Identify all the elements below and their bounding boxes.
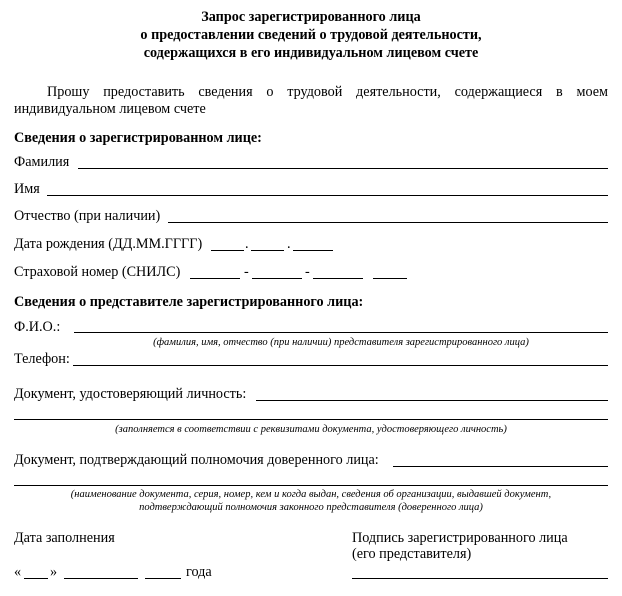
signature-field[interactable]: [352, 578, 608, 579]
snils-separator: -: [305, 264, 310, 280]
phone-field[interactable]: [73, 365, 608, 366]
patronymic-field[interactable]: [168, 222, 608, 223]
fio-field[interactable]: [74, 332, 608, 333]
fill-date-label: Дата заполнения: [14, 530, 115, 546]
birthdate-month-field[interactable]: [251, 250, 284, 251]
snils-part-2-field[interactable]: [252, 278, 302, 279]
phone-label: Телефон:: [14, 351, 70, 367]
authority-document-hint-line-2: подтверждающий полномочия законного представителя (доверенного лица): [139, 502, 483, 513]
form-title-line-3: содержащихся в его индивидуальном лицевом счете: [143, 45, 479, 61]
date-quote-close: »: [50, 564, 58, 580]
surname-label: Фамилия: [14, 154, 70, 170]
snils-label: Страховой номер (СНИЛС): [14, 264, 181, 280]
authority-document-hint-line-1: (наименование документа, серия, номер, кем и когда выдан, сведения об организации, выдавшей документ,: [70, 489, 552, 500]
snils-separator: -: [244, 264, 249, 280]
year-word: года: [186, 564, 212, 580]
representative-section-heading: Сведения о представителе зарегистрированного лица:: [14, 294, 364, 310]
authority-document-field-continued[interactable]: [14, 485, 608, 486]
id-document-field-continued[interactable]: [14, 419, 608, 420]
name-label: Имя: [14, 181, 40, 197]
patronymic-label: Отчество (при наличии): [14, 208, 161, 224]
authority-document-field[interactable]: [393, 466, 608, 467]
fill-year-field[interactable]: [145, 578, 181, 579]
name-field[interactable]: [47, 195, 608, 196]
signature-label-line-2: (его представителя): [352, 546, 472, 562]
birthdate-day-field[interactable]: [211, 250, 244, 251]
fio-hint: (фамилия, имя, отчество (при наличии) представителя зарегистрированного лица): [153, 337, 529, 348]
id-document-hint: (заполняется в соответствии с реквизитами документа, удостоверяющего личность): [115, 424, 507, 435]
person-section-heading: Сведения о зарегистрированном лице:: [14, 130, 262, 146]
birthdate-separator: .: [245, 236, 249, 252]
snils-control-field[interactable]: [373, 278, 407, 279]
birthdate-year-field[interactable]: [293, 250, 333, 251]
date-quote-open: «: [14, 564, 22, 580]
birthdate-separator: .: [287, 236, 291, 252]
intro-line-2: индивидуальном лицевом счете: [14, 101, 206, 117]
fio-label: Ф.И.О.:: [14, 319, 61, 335]
form-title-line-1: Запрос зарегистрированного лица: [201, 9, 421, 25]
snils-part-3-field[interactable]: [313, 278, 363, 279]
surname-field[interactable]: [78, 168, 608, 169]
id-document-label: Документ, удостоверяющий личность:: [14, 386, 247, 402]
birthdate-label: Дата рождения (ДД.ММ.ГГГГ): [14, 236, 203, 252]
form-title-line-2: о предоставлении сведений о трудовой деятельности,: [140, 27, 482, 43]
signature-label-line-1: Подпись зарегистрированного лица: [352, 530, 568, 546]
fill-month-field[interactable]: [64, 578, 138, 579]
id-document-field[interactable]: [256, 400, 608, 401]
snils-part-1-field[interactable]: [190, 278, 240, 279]
intro-line-1: Прошу предоставить сведения о трудовой деятельности, содержащиеся в моем: [47, 84, 608, 100]
fill-day-field[interactable]: [24, 578, 48, 579]
authority-document-label: Документ, подтверждающий полномочия доверенного лица:: [14, 452, 379, 468]
